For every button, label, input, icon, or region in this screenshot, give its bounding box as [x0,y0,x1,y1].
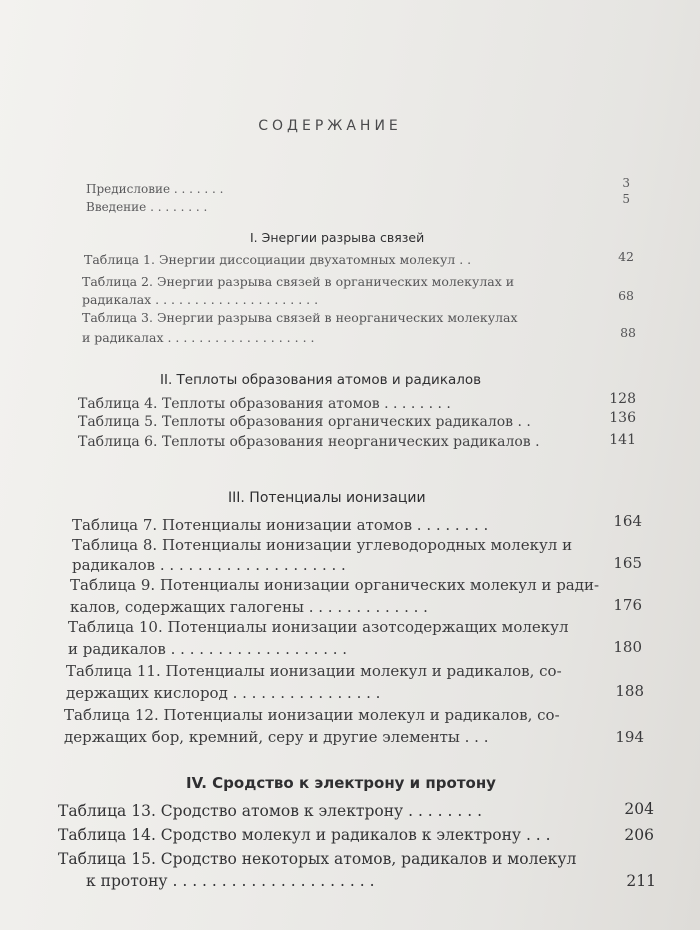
toc-entry-text: Таблица 4. Теплоты образования атомов . . . . . . . . [78,396,451,412]
toc-entry-text: Таблица 10. Потенциалы ионизации азотсодержащих молекул [68,618,569,636]
section-heading-2: II. Теплоты образования атомов и радикалов [160,372,482,388]
toc-page-number: 176 [613,596,642,614]
toc-entry-text: Таблица 9. Потенциалы ионизации органических молекул и ради- [70,576,600,594]
toc-page-number: 5 [622,192,630,206]
toc-page-number: 128 [609,391,636,407]
toc-entry-text: держащих кислород . . . . . . . . . . . . . . . . [66,684,381,702]
toc-page-number: 88 [620,325,636,340]
toc-page-number: 3 [622,176,630,190]
toc-page-number: 165 [613,554,642,572]
toc-entry-text: Таблица 15. Сродство некоторых атомов, радикалов и молекул [58,850,577,868]
toc-page-number: 180 [613,638,642,656]
toc-page-number: 136 [609,410,636,426]
toc-entry-text: Таблица 1. Энергии диссоциации двухатомных молекул . . [84,252,472,267]
toc-entry-text: и радикалах . . . . . . . . . . . . . . . . . . . [82,330,315,345]
toc-entry-text: держащих бор, кремний, серу и другие элементы . . . [64,728,489,746]
page-title: СОДЕРЖАНИЕ [258,118,402,134]
toc-entry-text: Таблица 13. Сродство атомов к электрону . . . . . . . . [58,802,483,820]
toc-entry-text: Таблица 3. Энергии разрыва связей в неорганических молекулах [82,310,518,325]
toc-entry-text: радикалов . . . . . . . . . . . . . . . . . . . . [72,556,346,574]
toc-entry-text: Таблица 5. Теплоты образования органических радикалов . . [78,414,531,430]
toc-page-number: 206 [624,826,654,844]
section-heading-4: IV. Сродство к электрону и протону [186,774,496,792]
toc-entry-text: Таблица 12. Потенциалы ионизации молекул и радикалов, со- [64,706,560,724]
toc-page-number: 141 [609,432,636,448]
toc-page-number: 204 [624,800,654,818]
toc-entry-text: и радикалов . . . . . . . . . . . . . . . . . . . [68,640,348,658]
toc-entry-text: Таблица 8. Потенциалы ионизации углеводородных молекул и [72,536,573,554]
section-heading-1: I. Энергии разрыва связей [250,230,425,245]
toc-page-number: 211 [626,872,656,890]
toc-page-number: 188 [615,682,644,700]
toc-entry-text: Таблица 7. Потенциалы ионизации атомов . . . . . . . . [72,516,489,534]
toc-entry-text: Таблица 6. Теплоты образования неорганических радикалов . [78,434,540,450]
toc-entry-text: Таблица 14. Сродство молекул и радикалов к электрону . . . [58,826,551,844]
toc-entry-text: к протону . . . . . . . . . . . . . . . . . . . . . [86,872,375,890]
toc-page-number: 68 [618,288,634,303]
toc-page-number: 42 [618,249,634,264]
toc-entry-text: Введение . . . . . . . . [86,200,208,214]
toc-entry-text: радикалах . . . . . . . . . . . . . . . . . . . . . [82,292,319,307]
toc-entry-text: Таблица 11. Потенциалы ионизации молекул и радикалов, со- [66,662,562,680]
section-heading-3: III. Потенциалы ионизации [228,490,426,506]
toc-entry-text: калов, содержащих галогены . . . . . . . . . . . . . [70,598,428,616]
toc-page-number: 194 [615,728,644,746]
toc-entry-text: Предисловие . . . . . . . [86,182,224,196]
toc-entry-text: Таблица 2. Энергии разрыва связей в органических молекулах и [82,274,515,289]
toc-page-number: 164 [613,512,642,530]
